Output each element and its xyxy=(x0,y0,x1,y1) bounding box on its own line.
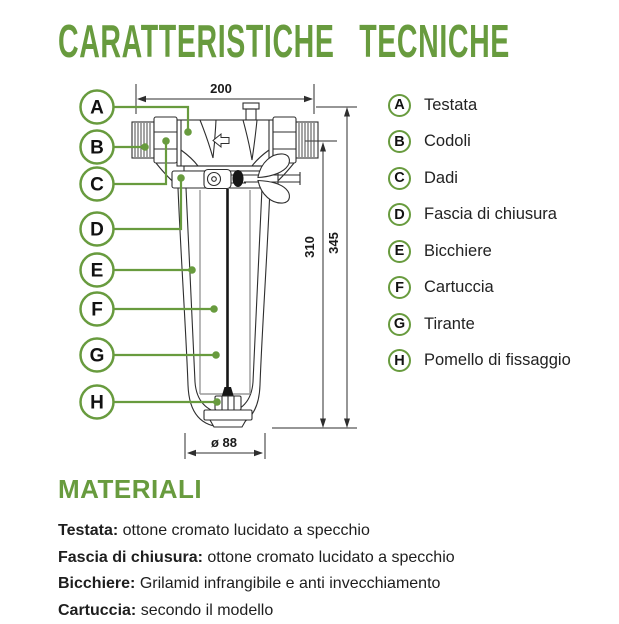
legend-label: Dadi xyxy=(424,168,458,187)
legend-badge: D xyxy=(388,203,411,226)
legend-badge: F xyxy=(388,276,411,299)
callout-d-letter: D xyxy=(90,219,104,241)
callout-h xyxy=(81,386,114,419)
callout-b-letter: B xyxy=(90,137,104,159)
legend-item xyxy=(388,197,571,234)
legend-badge: B xyxy=(388,130,411,153)
material-desc: secondo il modello xyxy=(140,601,274,619)
material-desc: ottone cromato lucidato a specchio xyxy=(122,522,370,539)
callout-d xyxy=(81,213,114,246)
materials-title: MATERIALI xyxy=(58,474,203,504)
callout-b xyxy=(81,131,114,164)
callout-h-letter: H xyxy=(90,392,104,414)
dim-diameter-label: ø 88 xyxy=(210,435,238,450)
vent-screw-cap xyxy=(243,103,259,109)
clamp-bolt-head xyxy=(233,170,244,187)
legend-label: Bicchiere xyxy=(424,241,492,260)
legend-item xyxy=(388,87,571,124)
legend-label: Tirante xyxy=(424,314,475,333)
callout-f xyxy=(81,293,114,326)
callout-g-letter: G xyxy=(89,345,105,367)
dimension-diameter xyxy=(185,433,265,459)
callout-a-letter: A xyxy=(90,97,104,119)
callout-e-letter: E xyxy=(90,260,104,282)
clamp-housing xyxy=(204,170,231,189)
legend-item xyxy=(388,343,571,380)
material-item xyxy=(58,571,455,598)
legend-label: Codoli xyxy=(424,132,471,151)
legend-badge: E xyxy=(388,240,411,263)
material-label: Fascia di chiusura: xyxy=(58,548,203,566)
material-label: Testata: xyxy=(58,522,119,539)
legend-badge: H xyxy=(388,349,411,372)
legend-item xyxy=(388,160,571,197)
legend-label: Cartuccia xyxy=(424,278,494,297)
dim-inner-height-label: 310 xyxy=(302,236,317,258)
legend-item xyxy=(388,233,571,270)
material-label: Bicchiere: xyxy=(58,575,136,592)
fixing-knob xyxy=(204,387,252,427)
callout-c xyxy=(81,168,114,201)
filter-head xyxy=(177,103,273,171)
dim-width-label: 200 xyxy=(210,81,232,96)
legend-item xyxy=(388,270,571,307)
material-desc: Grilamid infrangibile e anti invecchiamento xyxy=(139,575,441,592)
legend-badge: C xyxy=(388,167,411,190)
page-title: CARATTERISTICHE TECNICHE xyxy=(58,15,510,67)
parts-legend xyxy=(388,87,571,379)
material-item xyxy=(58,545,455,572)
material-item xyxy=(58,598,455,624)
material-desc: ottone cromato lucidato a specchio xyxy=(207,548,455,566)
callout-f-letter: F xyxy=(91,299,103,321)
callout-e xyxy=(81,254,114,287)
legend-item xyxy=(388,124,571,161)
callout-c-letter: C xyxy=(90,174,104,196)
legend-label: Fascia di chiusura xyxy=(424,205,557,224)
material-label: Cartuccia: xyxy=(58,601,137,619)
legend-badge: G xyxy=(388,313,411,336)
legend-label: Pomello di fissaggio xyxy=(424,351,571,370)
material-item xyxy=(58,518,455,545)
dimension-width xyxy=(136,81,314,114)
materials-list xyxy=(58,518,455,624)
callout-a xyxy=(81,91,114,124)
legend-item xyxy=(388,306,571,343)
technical-drawing xyxy=(60,78,380,470)
wing-nut-lower xyxy=(258,181,289,204)
vent-screw-stem xyxy=(246,109,256,120)
legend-badge: A xyxy=(388,94,411,117)
callout-g xyxy=(81,339,114,372)
filter-cartridge xyxy=(200,190,250,394)
dim-total-height-label: 345 xyxy=(326,232,341,254)
legend-label: Testata xyxy=(424,95,478,114)
